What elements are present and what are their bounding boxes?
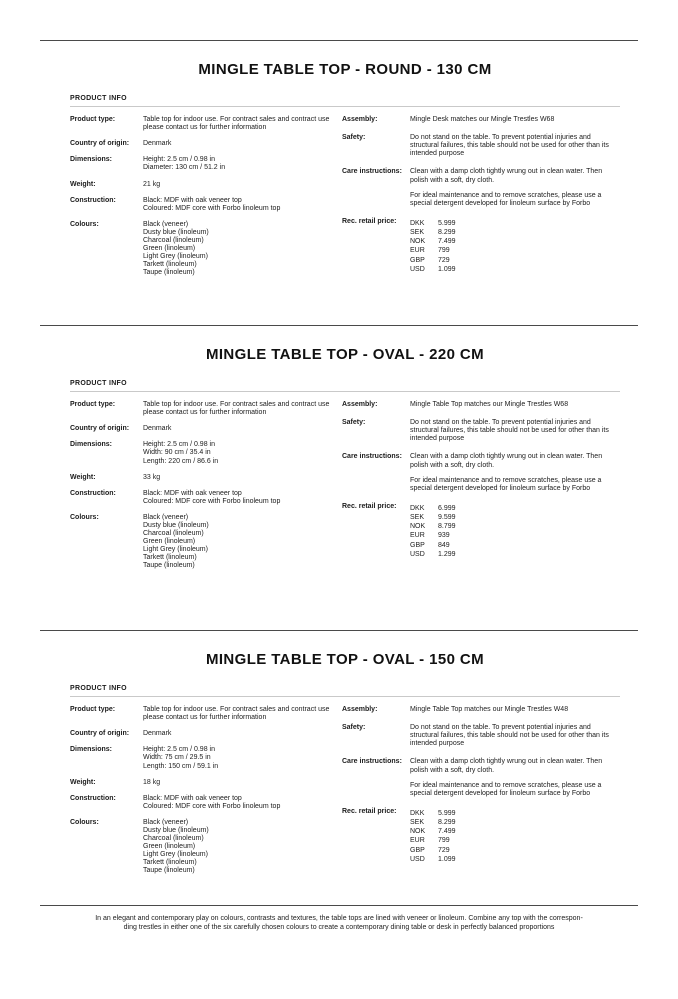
value-line: Height: 2.5 cm / 0.98 in	[143, 156, 215, 164]
spec-value	[143, 514, 342, 570]
price-amount: 1.099	[438, 265, 456, 273]
price-currency: SEK	[410, 818, 425, 826]
price-label: Rec. retail price:	[342, 502, 397, 510]
info-columns	[70, 401, 620, 570]
price-line	[410, 219, 620, 228]
price-line	[410, 809, 620, 818]
value-paragraph	[410, 134, 620, 158]
spec-row	[70, 425, 342, 433]
value-line: Black (veneer)	[143, 818, 189, 826]
value-paragraph	[410, 192, 620, 208]
spec-label: Product type:	[70, 401, 116, 409]
value-line: Clean with a damp cloth tightly wrung out in clean water. Then polish with a soft, dry cloth.	[410, 168, 603, 184]
price-label: Rec. retail price:	[342, 217, 397, 225]
price-table	[410, 808, 620, 864]
price-currency: SEK	[410, 513, 425, 521]
value-line: Green (linoleum)	[143, 842, 196, 850]
spec-value	[143, 819, 342, 875]
value-line: Taupe (linoleum)	[143, 562, 195, 569]
spec-row	[70, 746, 342, 770]
price-amount: 1.099	[438, 855, 456, 863]
price-line	[410, 522, 620, 531]
price-line	[410, 504, 620, 513]
value-line: Table top for indoor use. For contract sales and contract use please contact us for further information	[143, 401, 330, 417]
value-line: Green (linoleum)	[143, 537, 196, 545]
spec-label: Country of origin:	[70, 140, 130, 148]
right-column	[342, 706, 620, 875]
value-line: Do not stand on the table. To prevent potential injuries and structural failures, this table should not be used for other than its intended purpose	[410, 419, 609, 443]
product-info-label: PRODUCT INFO	[70, 95, 127, 103]
value-line: Mingle Desk matches our Mingle Trestles W68	[410, 116, 555, 124]
section-title: MINGLE TABLE TOP - OVAL - 150 CM	[205, 651, 485, 668]
price-currency: EUR	[410, 532, 425, 540]
value-line: Coloured: MDF core with Forbo linoleum top	[143, 497, 281, 505]
price-line	[410, 541, 620, 550]
price-amount: 1.299	[438, 550, 456, 558]
value-line: Width: 90 cm / 35.4 in	[143, 449, 211, 457]
spec-value	[143, 425, 342, 433]
value-paragraph	[143, 779, 342, 787]
spec-row	[342, 453, 620, 492]
spec-row	[342, 419, 620, 443]
spec-label: Safety:	[342, 419, 366, 427]
product-info-rule	[70, 391, 620, 392]
price-line	[410, 256, 620, 265]
value-paragraph	[143, 474, 342, 482]
value-line: Height: 2.5 cm / 0.98 in	[143, 746, 215, 754]
price-row	[342, 808, 620, 864]
spec-value	[143, 181, 342, 189]
value-line: Light Grey (linoleum)	[143, 850, 208, 858]
value-paragraph	[143, 441, 342, 465]
value-paragraph	[143, 425, 342, 433]
price-currency: GBP	[410, 256, 425, 264]
value-line: Mingle Table Top matches our Mingle Trestles W48	[410, 706, 569, 714]
value-paragraph	[143, 181, 342, 189]
price-currency: USD	[410, 265, 425, 273]
price-line	[410, 228, 620, 237]
value-paragraph	[143, 197, 342, 213]
price-amount: 6.999	[438, 504, 456, 512]
spec-row	[70, 795, 342, 811]
spec-value	[410, 168, 620, 207]
value-line: 21 kg	[143, 180, 161, 188]
spec-row	[70, 116, 342, 132]
spec-value	[143, 156, 342, 172]
spec-label: Colours:	[70, 220, 99, 228]
price-line	[410, 818, 620, 827]
value-paragraph	[410, 724, 620, 748]
spec-label: Dimensions:	[70, 441, 113, 449]
value-paragraph	[143, 490, 342, 506]
value-paragraph	[410, 706, 620, 714]
value-line: Denmark	[143, 425, 172, 433]
price-amount: 5.999	[438, 809, 456, 817]
value-line: Clean with a damp cloth tightly wrung out in clean water. Then polish with a soft, dry cloth.	[410, 453, 603, 469]
spec-row	[342, 134, 620, 158]
value-line: Length: 220 cm / 86.6 in	[143, 457, 219, 465]
value-paragraph	[143, 514, 342, 570]
spec-row	[70, 730, 342, 738]
value-line: Denmark	[143, 730, 172, 738]
spec-label: Weight:	[70, 778, 96, 786]
price-currency: NOK	[410, 828, 426, 836]
value-line: Light Grey (linoleum)	[143, 545, 208, 553]
spec-label: Country of origin:	[70, 730, 130, 738]
value-line: Charcoal (linoleum)	[143, 834, 204, 842]
spec-value	[410, 419, 620, 443]
price-amount: 7.499	[438, 238, 456, 246]
value-line: Tarkett (linoleum)	[143, 553, 197, 561]
value-line: Dusty blue (linoleum)	[143, 228, 209, 236]
spec-label: Assembly:	[342, 706, 378, 714]
spec-row	[70, 401, 342, 417]
product-info-label: PRODUCT INFO	[70, 380, 127, 388]
price-amount: 799	[438, 247, 450, 255]
value-line: Denmark	[143, 140, 172, 148]
spec-label: Construction:	[70, 196, 116, 204]
section-title: MINGLE TABLE TOP - OVAL - 220 CM	[205, 346, 485, 363]
product-info-rule	[70, 106, 620, 107]
value-paragraph	[143, 746, 342, 770]
spec-value	[410, 134, 620, 158]
value-paragraph	[143, 116, 342, 132]
spec-value	[143, 706, 342, 722]
spec-row	[342, 706, 620, 714]
spec-row	[70, 221, 342, 277]
product-section	[0, 41, 678, 325]
price-line	[410, 846, 620, 855]
value-line: Length: 150 cm / 59.1 in	[143, 762, 219, 770]
price-line	[410, 513, 620, 522]
value-line: For ideal maintenance and to remove scratches, please use a special detergent developed for linoleum surface by Forbo	[410, 476, 602, 492]
price-currency: NOK	[410, 238, 426, 246]
value-line: For ideal maintenance and to remove scratches, please use a special detergent developed for linoleum surface by Forbo	[410, 191, 602, 207]
value-paragraph	[143, 819, 342, 875]
value-line: Height: 2.5 cm / 0.98 in	[143, 441, 215, 449]
value-line: Light Grey (linoleum)	[143, 252, 208, 260]
footer-text-line-1: In an elegant and contemporary play on colours, contrasts and textures, the table tops are lined with veneer or linoleum. Combine any top with the correspon-	[95, 915, 583, 922]
value-line: Tarkett (linoleum)	[143, 260, 197, 268]
value-line: Diameter: 130 cm / 51.2 in	[143, 164, 226, 172]
price-currency: GBP	[410, 846, 425, 854]
price-currency: DKK	[410, 504, 425, 512]
value-line: Clean with a damp cloth tightly wrung out in clean water. Then polish with a soft, dry cloth.	[410, 758, 603, 774]
price-currency: EUR	[410, 837, 425, 845]
spec-value	[143, 730, 342, 738]
product-section	[0, 631, 678, 905]
value-line: Charcoal (linoleum)	[143, 529, 204, 537]
price-currency: EUR	[410, 247, 425, 255]
spec-value	[143, 140, 342, 148]
value-line: Mingle Table Top matches our Mingle Trestles W68	[410, 401, 569, 409]
value-paragraph	[143, 795, 342, 811]
price-line	[410, 836, 620, 845]
section-divider	[40, 905, 638, 906]
price-row	[342, 218, 620, 274]
spec-value	[410, 116, 620, 124]
spec-row	[70, 490, 342, 506]
value-line: Do not stand on the table. To prevent potential injuries and structural failures, this table should not be used for other than its intended purpose	[410, 724, 609, 748]
product-info-rule	[70, 696, 620, 697]
spec-label: Dimensions:	[70, 156, 113, 164]
spec-row	[70, 819, 342, 875]
price-currency: SEK	[410, 228, 425, 236]
price-table	[410, 503, 620, 559]
spec-row	[70, 779, 342, 787]
spec-value	[143, 474, 342, 482]
value-line: For ideal maintenance and to remove scratches, please use a special detergent developed for linoleum surface by Forbo	[410, 781, 602, 797]
value-paragraph	[410, 477, 620, 493]
value-paragraph	[410, 401, 620, 409]
value-line: Coloured: MDF core with Forbo linoleum top	[143, 204, 281, 212]
value-line: Taupe (linoleum)	[143, 867, 195, 874]
footer-text-line-2: ding trestles in either one of the six carefully chosen colours to create a contemporary dining table or desk in perfectly balanced proportions	[123, 924, 555, 932]
spec-label: Weight:	[70, 473, 96, 481]
product-info-label: PRODUCT INFO	[70, 685, 127, 693]
price-label: Rec. retail price:	[342, 807, 397, 815]
value-line: Coloured: MDF core with Forbo linoleum top	[143, 802, 281, 810]
value-line: Width: 75 cm / 29.5 in	[143, 754, 211, 762]
spec-value	[410, 401, 620, 409]
spec-row	[342, 116, 620, 124]
price-amount: 849	[438, 541, 450, 549]
price-amount: 8.299	[438, 818, 456, 826]
spec-row	[70, 140, 342, 148]
spec-value	[143, 795, 342, 811]
spec-value	[143, 401, 342, 417]
value-paragraph	[410, 419, 620, 443]
spec-value	[410, 706, 620, 714]
spec-value	[143, 746, 342, 770]
price-currency: NOK	[410, 523, 426, 531]
section-title: MINGLE TABLE TOP - ROUND - 130 CM	[198, 61, 492, 78]
spec-label: Product type:	[70, 706, 116, 714]
spec-value	[143, 221, 342, 277]
price-amount: 939	[438, 532, 450, 540]
left-column	[70, 706, 342, 875]
price-amount: 729	[438, 846, 450, 854]
value-paragraph	[410, 168, 620, 184]
price-amount: 9.599	[438, 513, 456, 521]
value-paragraph	[143, 140, 342, 148]
spec-label: Construction:	[70, 794, 116, 802]
value-paragraph	[143, 730, 342, 738]
price-line	[410, 531, 620, 540]
value-paragraph	[143, 706, 342, 722]
value-line: Table top for indoor use. For contract sales and contract use please contact us for further information	[143, 116, 330, 132]
spec-row	[70, 197, 342, 213]
spec-row	[342, 401, 620, 409]
price-line	[410, 237, 620, 246]
value-line: Charcoal (linoleum)	[143, 236, 204, 244]
price-currency: DKK	[410, 219, 425, 227]
spec-label: Colours:	[70, 513, 99, 521]
price-line	[410, 246, 620, 255]
value-paragraph	[410, 116, 620, 124]
price-line	[410, 827, 620, 836]
price-amount: 8.799	[438, 523, 456, 531]
price-amount: 799	[438, 837, 450, 845]
spec-row	[342, 724, 620, 748]
value-paragraph	[410, 782, 620, 798]
price-line	[410, 855, 620, 864]
spec-value	[143, 490, 342, 506]
spec-label: Care instructions:	[342, 168, 402, 176]
value-paragraph	[143, 156, 342, 172]
spec-row	[70, 706, 342, 722]
spec-label: Weight:	[70, 180, 96, 188]
left-column	[70, 116, 342, 277]
spec-value	[143, 197, 342, 213]
sections-container	[0, 41, 678, 906]
price-currency: DKK	[410, 809, 425, 817]
info-columns	[70, 116, 620, 277]
spec-row	[342, 168, 620, 207]
value-line: Black (veneer)	[143, 513, 189, 521]
value-paragraph	[143, 221, 342, 277]
right-column	[342, 401, 620, 570]
value-line: Do not stand on the table. To prevent potential injuries and structural failures, this table should not be used for other than its intended purpose	[410, 134, 609, 158]
value-paragraph	[410, 453, 620, 469]
spec-row	[70, 156, 342, 172]
price-currency: USD	[410, 550, 425, 558]
spec-label: Assembly:	[342, 401, 378, 409]
price-table	[410, 218, 620, 274]
spec-row	[70, 441, 342, 465]
right-column	[342, 116, 620, 277]
spec-label: Product type:	[70, 116, 116, 124]
value-line: Green (linoleum)	[143, 244, 196, 252]
spec-label: Assembly:	[342, 116, 378, 124]
value-line: Black: MDF with oak veneer top	[143, 489, 242, 497]
spec-label: Colours:	[70, 818, 99, 826]
value-line: 18 kg	[143, 778, 161, 786]
spec-row	[70, 181, 342, 189]
info-columns	[70, 706, 620, 875]
spec-label: Care instructions:	[342, 758, 402, 766]
price-currency: USD	[410, 855, 425, 863]
value-line: Table top for indoor use. For contract sales and contract use please contact us for further information	[143, 706, 330, 722]
price-row	[342, 503, 620, 559]
product-section	[0, 326, 678, 630]
spec-value	[143, 116, 342, 132]
value-line: Tarkett (linoleum)	[143, 858, 197, 866]
value-line: Black: MDF with oak veneer top	[143, 196, 242, 204]
spec-label: Country of origin:	[70, 425, 130, 433]
footer-note	[0, 914, 678, 932]
value-line: Dusty blue (linoleum)	[143, 826, 209, 834]
price-amount: 7.499	[438, 828, 456, 836]
price-line	[410, 265, 620, 274]
spec-label: Safety:	[342, 134, 366, 142]
left-column	[70, 401, 342, 570]
value-paragraph	[143, 401, 342, 417]
value-line: Black: MDF with oak veneer top	[143, 794, 242, 802]
value-line: Black (veneer)	[143, 220, 189, 228]
spec-row	[70, 474, 342, 482]
spec-label: Construction:	[70, 489, 116, 497]
spec-value	[143, 441, 342, 465]
price-amount: 729	[438, 256, 450, 264]
value-line: 33 kg	[143, 473, 161, 481]
value-paragraph	[410, 758, 620, 774]
spec-row	[70, 514, 342, 570]
spec-label: Dimensions:	[70, 746, 113, 754]
price-amount: 8.299	[438, 228, 456, 236]
spec-value	[410, 724, 620, 748]
price-currency: GBP	[410, 541, 425, 549]
value-line: Taupe (linoleum)	[143, 268, 195, 276]
price-line	[410, 550, 620, 559]
price-amount: 5.999	[438, 219, 456, 227]
spec-row	[342, 758, 620, 797]
spec-value	[410, 758, 620, 797]
spec-value	[410, 453, 620, 492]
value-line: Dusty blue (linoleum)	[143, 521, 209, 529]
spec-label: Care instructions:	[342, 453, 402, 461]
spec-label: Safety:	[342, 724, 366, 732]
spec-value	[143, 779, 342, 787]
